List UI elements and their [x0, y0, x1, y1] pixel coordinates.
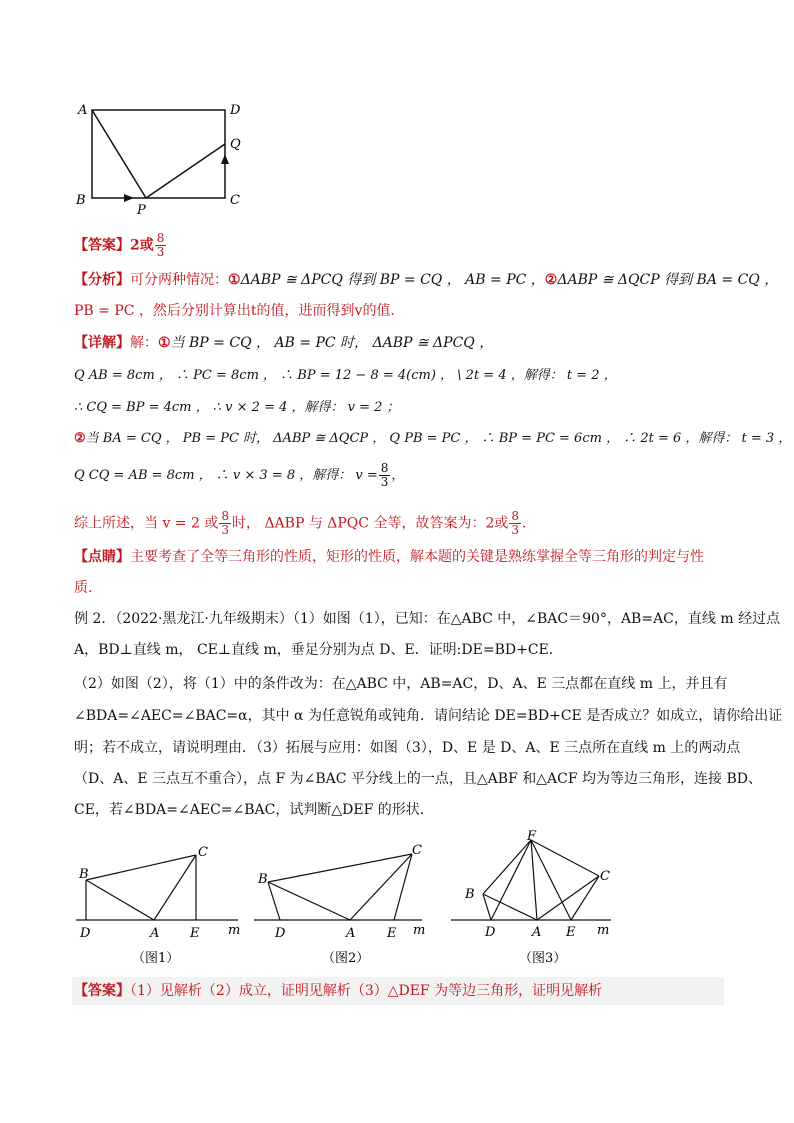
rectangle-figure — [70, 98, 250, 218]
svg-text:m: m — [228, 923, 241, 938]
analysis-label: 【分析】 — [74, 272, 130, 288]
svg-text:E: E — [190, 926, 200, 941]
detail-label: 【详解】 — [74, 335, 130, 351]
answer2-line: 【答案】（1）见解析（2）成立，证明见解析（3）△DEF 为等边三角形，证明见解析 — [74, 983, 603, 999]
arrow-cq-icon — [221, 154, 229, 164]
label-d: D — [230, 103, 241, 118]
detail-line3: ∴ CQ = BP = 4cm ， ∴ v × 2 = 4 ，解得： v = 2 ； — [74, 400, 400, 415]
answer1-value: 2 — [130, 237, 140, 254]
example2-line4: ∠BDA=∠AEC=∠BAC=α，其中 α 为任意锐角或钝角．请问结论 DE=BD+CE 是否成立？如成立，请你给出证 — [74, 708, 783, 724]
comment-line1: 【点睛】主要考查了全等三角形的性质，矩形的性质，解本题的关键是熟练掌握全等三角形的判定与性 — [74, 549, 704, 565]
svg-text:B: B — [79, 867, 89, 882]
example2-line2: A，BD⊥直线 m， CE⊥直线 m，垂足分别为点 D、E．证明:DE=BD+CE． — [74, 642, 563, 658]
detail-line5: Q CQ = AB = 8cm ， ∴ v × 3 = 8 ，解得： v = $\frac{8}{3}$ ， — [74, 461, 405, 489]
label-b: B — [76, 193, 86, 208]
svg-text:B: B — [258, 872, 268, 887]
detail-line2: Q AB = 8cm ， ∴ PC = 8cm ， ∴ BP = 12 − 8 = 4(cm) ， \ 2t = 4 ，解得： t = 2 ， — [74, 368, 617, 383]
comment-label: 【点睛】 — [74, 549, 130, 565]
svg-text:D: D — [275, 926, 286, 941]
detail-line1: 【详解】解：①当 BP = CQ ， AB = PC 时， ΔABP ≅ ΔPCQ ， — [74, 335, 494, 351]
svg-text:E: E — [566, 925, 576, 940]
label-c: C — [230, 193, 240, 208]
example2-line7: CE，若∠BDA=∠AEC=∠BAC，试判断△DEF 的形状． — [74, 802, 434, 818]
answer1-fraction: $\frac{8}{3}$ — [156, 231, 165, 259]
answer2-label: 【答案】 — [74, 983, 130, 999]
svg-text:A: A — [150, 926, 160, 941]
label-p: P — [137, 203, 146, 218]
svg-text:（图2）: （图2） — [322, 951, 370, 966]
arrow-bp-icon — [124, 194, 134, 202]
svg-text:D: D — [485, 925, 496, 940]
figure-2 — [250, 840, 440, 970]
detail-fraction-v: $\frac{8}{3}$ — [380, 461, 389, 489]
svg-text:D: D — [80, 926, 91, 941]
detail-line4: ②当 BA = CQ ， PB = PC 时， ΔABP ≅ ΔQCP ， Q PB = PC ， ∴ BP = PC = 6cm ， ∴ 2t = 6 ，解得： t = 3 ， — [74, 431, 792, 446]
svg-text:A: A — [346, 926, 356, 941]
svg-text:C: C — [600, 869, 610, 884]
comment-line2: 质. — [74, 580, 93, 596]
svg-text:C: C — [412, 843, 422, 858]
svg-text:m: m — [413, 923, 426, 938]
svg-text:C: C — [198, 845, 208, 860]
svg-text:（图1）: （图1） — [132, 951, 180, 966]
example2-line3: （2）如图（2），将（1）中的条件改为：在△ABC 中，AB=AC，D、A、E 三点都在直线 m 上，并且有 — [74, 676, 728, 692]
label-q: Q — [230, 137, 241, 152]
figure-1 — [70, 840, 250, 970]
svg-text:E: E — [387, 926, 397, 941]
svg-text:（图3）: （图3） — [519, 951, 567, 966]
example2-line6: （D、A、E 三点互不重合），点 F 为∠BAC 平分线上的一点，且△ABF 和△ACF 均为等边三角形，连接 BD、 — [74, 771, 762, 787]
example2-line5: 明；若不成立，请说明理由．（3）拓展与应用：如图（3），D、E 是 D、A、E 三点所在直线 m 上的两动点 — [74, 740, 741, 756]
detail-fraction-b: $\frac{8}{3}$ — [511, 509, 519, 537]
svg-text:m: m — [597, 923, 610, 938]
analysis-line1: 【分析】可分两种情况：①ΔABP ≅ ΔPCQ 得到 BP = CQ ， AB = PC ，②ΔABP ≅ ΔQCP 得到 BA = CQ ， — [74, 272, 779, 288]
answer1-line — [74, 232, 724, 259]
analysis-line2: PB = PC ，然后分别计算出t的值，进而得到v的值. — [74, 303, 395, 319]
svg-text:B: B — [465, 887, 475, 902]
figure-3 — [445, 830, 625, 970]
detail-line6: 综上所述，当 v = 2 或 $\frac{8}{3}$ 时， ΔABP 与 ΔPQC 全等，故答案为：2或 $\frac{8}{3}$ . — [74, 509, 527, 537]
svg-text:A: A — [532, 925, 542, 940]
svg-text:F: F — [527, 830, 537, 844]
example2-line1: 例 2．（2022·黑龙江·九年级期末）（1）如图（1），已知：在△ABC 中，∠BAC＝90°，AB=AC，直线 m 经过点 — [74, 611, 781, 627]
detail-fraction-a: $\frac{8}{3}$ — [221, 509, 229, 537]
answer1-label: 【答案】 — [74, 237, 130, 254]
label-a: A — [78, 103, 88, 118]
answer1-or: 或 — [139, 237, 154, 254]
